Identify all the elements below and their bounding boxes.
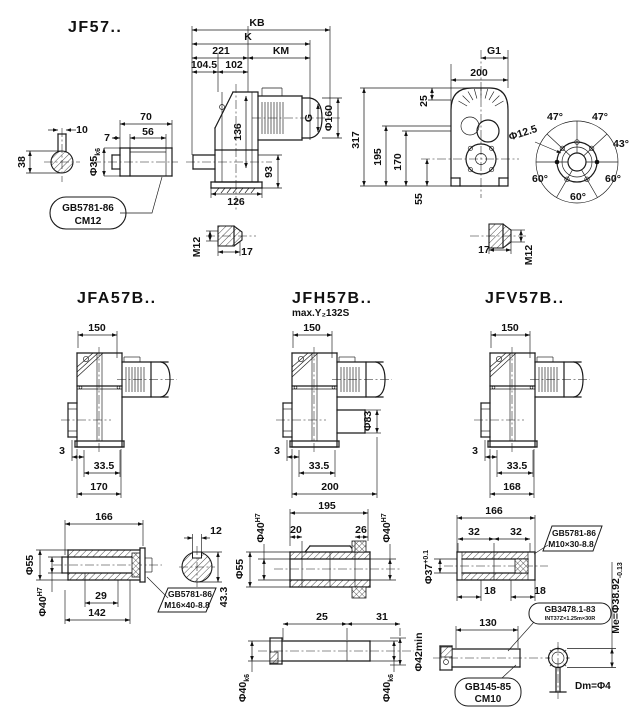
hollow-v-phi37-tolerance: +0.1: [423, 549, 430, 564]
dim-10: 10: [76, 124, 88, 136]
dim-phi160: Φ160: [323, 104, 335, 132]
hollow-v-std-plug1: GB145-85: [464, 682, 512, 693]
hollow-a-phi40-tolerance: H7: [37, 587, 44, 597]
hollow-h-phi40b-value: Φ40: [381, 522, 393, 543]
hollow-a-dim-142: 142: [88, 607, 106, 619]
hollow-h-dim-20: 20: [290, 524, 302, 536]
hollow-a-dim-phi55: Φ55: [24, 554, 36, 576]
dim-kb: KB: [249, 17, 265, 29]
hollow-h-dim-phi40h7-right: [381, 513, 393, 542]
hollow-v-std-bolt1: GB5781-86: [552, 528, 596, 538]
dim-g: G: [303, 113, 315, 123]
dim-k: K: [244, 31, 252, 43]
angle-60-bottom: 60°: [570, 191, 586, 203]
dim-55: 55: [413, 193, 425, 205]
hollow-h-dim-26: 26: [355, 524, 367, 536]
jfv-dim-168: 168: [503, 481, 521, 493]
hollow-a-dim-12: 12: [210, 525, 222, 537]
hollow-v-dim-phi37: [423, 550, 435, 584]
jfv-view: [472, 322, 590, 498]
dim-70: 70: [140, 111, 152, 123]
standard-cm12-label: CM12: [74, 216, 102, 227]
hollow-a-std2: M16×40-8.8: [164, 600, 210, 610]
title-jfh57b: JFH57B..: [292, 290, 373, 307]
hollow-v-std-plug2: CM10: [474, 694, 502, 705]
angle-47-left: 47°: [547, 111, 563, 123]
hollow-v-dim-18a: 18: [484, 585, 496, 597]
jfa-dim-3: 3: [59, 445, 65, 457]
dim-126: 126: [227, 196, 245, 208]
dim-phi35-value: Φ35: [88, 155, 100, 177]
jfa-dim-150: 150: [88, 322, 106, 334]
dim-25: 25: [418, 95, 430, 107]
title-jfv57b: JFV57B..: [485, 290, 565, 307]
hollow-v-dim-166: 166: [485, 505, 503, 517]
hollow-a-dim-166: 166: [95, 511, 113, 523]
dim-me-tolerance: -0.13: [617, 562, 624, 579]
dim-195: 195: [372, 148, 384, 166]
solid-shaft-h-view: [237, 611, 425, 702]
dim-m12-left: M12: [191, 236, 203, 258]
jf57-input-shaft-detail-right: [470, 224, 535, 265]
dim-7: 7: [104, 132, 110, 144]
hollow-h-dim-phi40h7-left: [255, 513, 267, 542]
dim-17-left: 17: [241, 246, 253, 258]
pin-detail-view: [16, 124, 88, 182]
jfh-view: [274, 322, 392, 498]
hollow-h-dim-phi42min: Φ42min: [413, 632, 425, 672]
subtitle-jfh57b: max.Y₂132S: [292, 308, 350, 319]
spline-gauge-view: [544, 562, 625, 700]
hollow-a-dim-phi40h7: [37, 587, 49, 616]
jf57-input-shaft-detail-left: [191, 226, 256, 258]
dim-200: 200: [470, 67, 488, 79]
hollow-h-phi40d-value: Φ40: [381, 681, 393, 703]
jfa-dim-33-5: 33.5: [93, 460, 115, 472]
jf57-front-dimensions: [350, 45, 508, 205]
hollow-h-dim-phi55: Φ55: [234, 558, 246, 580]
hollow-a-dim-43-3: 43.3: [218, 586, 230, 608]
hollow-v-std-spline1: GB3478.1-83: [544, 604, 596, 614]
dim-phi12-5: Φ12.5: [507, 122, 539, 144]
hollow-h-phi40c-value: Φ40: [237, 681, 249, 703]
jf57-side-dimensions: [191, 17, 342, 208]
dim-phi35-tolerance: k6: [95, 147, 102, 156]
hollow-shaft-v-section: [423, 505, 602, 601]
hollow-h-phi40d-tolerance: k6: [388, 673, 395, 682]
dim-104-5: 104.5: [190, 59, 218, 71]
hollow-a-dim-29: 29: [95, 590, 107, 602]
hollow-v-std-bolt2: M10×30-8.8: [548, 539, 594, 549]
jf57-side-outline: [186, 84, 340, 212]
hollow-shaft-h-section: [234, 500, 402, 598]
hollow-h-dim-25: 25: [316, 611, 328, 623]
flange-bolt-circle-view: [507, 111, 629, 203]
jfv-dim-150: 150: [501, 322, 519, 334]
hollow-a-phi40-value: Φ40: [37, 596, 49, 617]
dim-g1: G1: [486, 45, 502, 57]
title-jfa57b: JFA57B..: [77, 290, 157, 307]
hollow-h-phi40a-value: Φ40: [255, 522, 267, 543]
dim-93: 93: [263, 166, 275, 178]
jf57-side-view: [186, 17, 342, 258]
dim-170: 170: [392, 153, 404, 171]
jfa-view: [59, 322, 177, 498]
jfv-dim-33-5: 33.5: [506, 460, 528, 472]
dim-km: KM: [272, 45, 290, 57]
hollow-h-dim-195: 195: [318, 500, 336, 512]
hollow-h-phi40a-tolerance: H7: [255, 513, 262, 523]
hollow-h-dim-phi40k6-left: [237, 674, 251, 702]
hollow-v-dim-32a: 32: [468, 526, 480, 538]
hollow-a-std1: GB5781-86: [168, 589, 212, 599]
hollow-v-dim-32b: 32: [510, 526, 522, 538]
angle-60-left: 60°: [532, 173, 548, 185]
page-title: JF57..: [68, 19, 123, 36]
jfv-dim-3: 3: [472, 445, 478, 457]
dim-phi35k6: [88, 148, 102, 176]
jfh-dim-33-5: 33.5: [308, 460, 330, 472]
dim-136: 136: [232, 123, 244, 141]
dim-38: 38: [16, 156, 28, 168]
hollow-h-phi40c-tolerance: k6: [244, 673, 251, 682]
jfh-dim-200: 200: [321, 481, 339, 493]
hollow-h-phi40b-tolerance: H7: [381, 513, 388, 523]
dim-dm-phi4: Dm=Φ4: [575, 681, 611, 692]
hollow-v-dim-130: 130: [479, 617, 497, 629]
hollow-h-dim-phi40k6-right: [381, 674, 395, 702]
angle-60-right: 60°: [605, 173, 621, 185]
dim-me-value: Me=Φ38.92: [610, 578, 622, 634]
dim-m12-right: M12: [523, 244, 535, 266]
dim-317: 317: [350, 131, 362, 149]
jfh-dim-phi83: Φ83: [362, 410, 374, 432]
jfv-gear-unit: [474, 347, 590, 453]
jf57-front-view: [350, 45, 535, 265]
dim-56: 56: [142, 126, 154, 138]
hollow-v-std-spline2: INT37Z×1.25m×30R: [544, 616, 596, 622]
jfa-dim-170: 170: [90, 481, 108, 493]
jfh-gear-unit: [276, 347, 392, 453]
dim-102: 102: [225, 59, 243, 71]
jfh-dim-150: 150: [303, 322, 321, 334]
hollow-v-phi37-value: Φ37: [423, 563, 435, 585]
standard-gb5781-label: GB5781-86: [62, 203, 114, 214]
angle-43: 43°: [613, 138, 629, 150]
hollow-h-dim-31: 31: [376, 611, 388, 623]
dim-17-right: 17: [478, 244, 490, 256]
hollow-v-dim-18b: 18: [534, 585, 546, 597]
angle-47-right: 47°: [592, 111, 608, 123]
dim-221: 221: [212, 45, 230, 57]
jfa-gear-unit: [61, 347, 177, 453]
jfh-dim-3: 3: [274, 445, 280, 457]
